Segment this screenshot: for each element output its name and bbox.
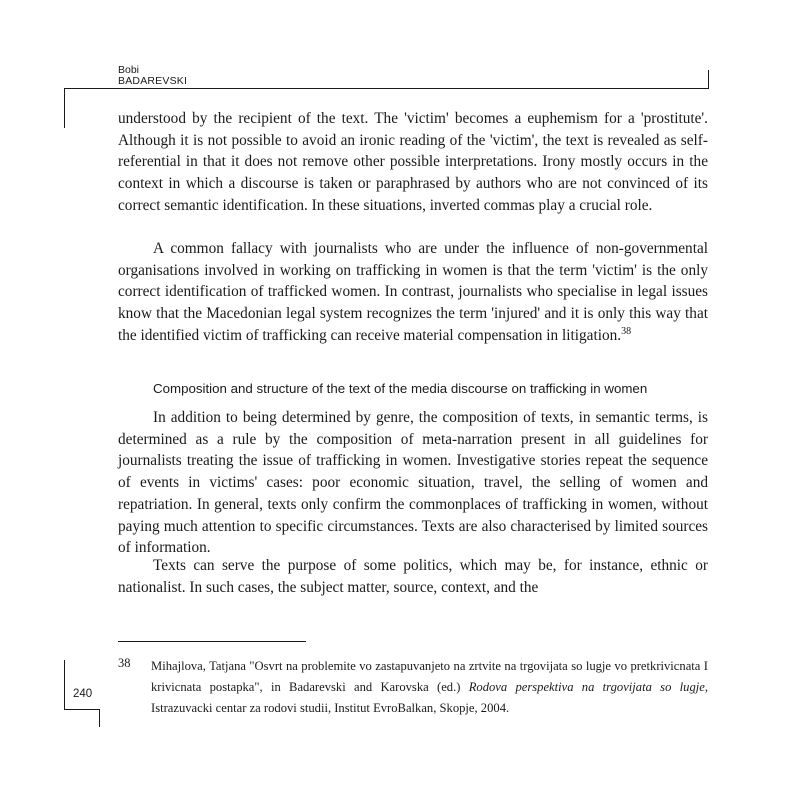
header-rule [64,88,709,89]
page-number: 240 [73,688,93,700]
header-rule-left-tick [64,88,65,128]
footnote-text: Mihajlova, Tatjana "Osvrt na problemite vo zastapuvanjeto na zrtvite na trgovijata so lugje vo pretkrivicnata I krivicnata postapka", in Badarevski and Karovska (ed.) Rodova perspektiva na trgovijata so lugje, Istrazuvacki centar za rodovi studii, Institut EvroBalkan, Skopje, 2004. [151,659,708,715]
page-number-rule-bottom [64,709,100,710]
footnote-reference[interactable]: 38 [621,325,632,337]
body-paragraph-3: In addition to being determined by genre, the composition of texts, in semantic terms, is determined as a rule by the composition of meta-narration present in all guidelines for journalists treating the issue of trafficking in women. Investigative stories repeat the sequence of events in victims' cases: poor economic situation, travel, the selling of women and repatriation. In general, texts only confirm the commonplaces of trafficking in women, without paying much attention to specific circumstances. Texts are also characterised by limited sources of information. [118,409,708,557]
running-head-author-last: BADAREVSKI [118,75,188,87]
body-paragraph-4: Texts can serve the purpose of some politics, which may be, for instance, ethnic or nationalist. In such cases, the subject matter, source, context, and the [118,557,708,596]
footnote-separator [118,641,306,642]
footnote-title: Rodova perspektiva na trgovijata so lugje [468,680,705,694]
footnote-number: 38 [118,656,131,670]
section-heading: Composition and structure of the text of the media discourse on trafficking in women [153,381,648,396]
page-number-rule-right [99,709,100,727]
header-rule-right-tick [708,70,709,89]
running-head-author-first: Bobi [118,64,140,76]
body-paragraph-2: A common fallacy with journalists who are under the influence of non-governmental organisations involved in working on trafficking in women is that the term 'victim' is the only correct identification of trafficked women. In contrast, journalists who specialise in legal issues know that the Macedonian legal system recognizes the term 'injured' and it is only this way that the identified victim of trafficking can receive material compensation in litigation.$^{38}$ [118,240,708,344]
page-number-rule-left [64,660,65,710]
body-paragraph-1: understood by the recipient of the text. The 'victim' becomes a euphemism for a 'prostitute'. Although it is not possible to avoid an ironic reading of the 'victim', the text is revealed as self-referential in that it does not remove other possible interpretations. Irony mostly occurs in the context in which a discourse is taken or paraphrased by authors who are not convinced of its correct semantic identification. In these situations, inverted commas play a crucial role. [118,110,708,214]
